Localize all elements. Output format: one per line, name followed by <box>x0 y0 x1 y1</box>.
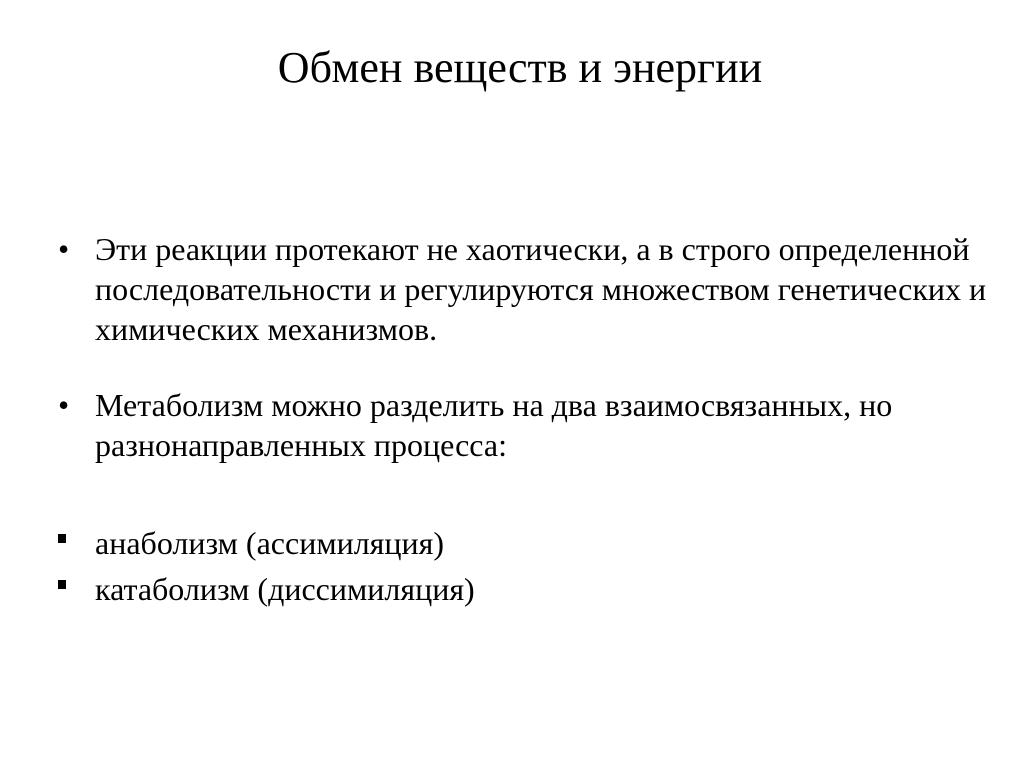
bullet-dot-icon: • <box>58 231 70 267</box>
slide-title: Обмен веществ и энергии <box>277 43 763 92</box>
bullet-item <box>58 569 988 609</box>
bullet-item <box>58 523 988 563</box>
bullet-text: катаболизм (диссимиляция) <box>95 571 475 607</box>
bullet-text: анаболизм (ассимиляция) <box>95 525 444 561</box>
bullet-list <box>58 229 988 615</box>
bullet-text: Метаболизм можно разделить на два взаимосвязанных, но разнонаправленных процесса: <box>95 387 893 463</box>
square-bullet-icon <box>58 534 66 543</box>
bullet-dot-icon: • <box>58 387 70 423</box>
square-bullet-icon <box>58 580 66 589</box>
bullet-text: Эти реакции протекают не хаотически, а в строго определенной последовательности и регулируются множеством генетических и химических механизмов. <box>95 231 987 347</box>
bullet-item <box>58 385 988 465</box>
bullet-item <box>58 229 988 349</box>
